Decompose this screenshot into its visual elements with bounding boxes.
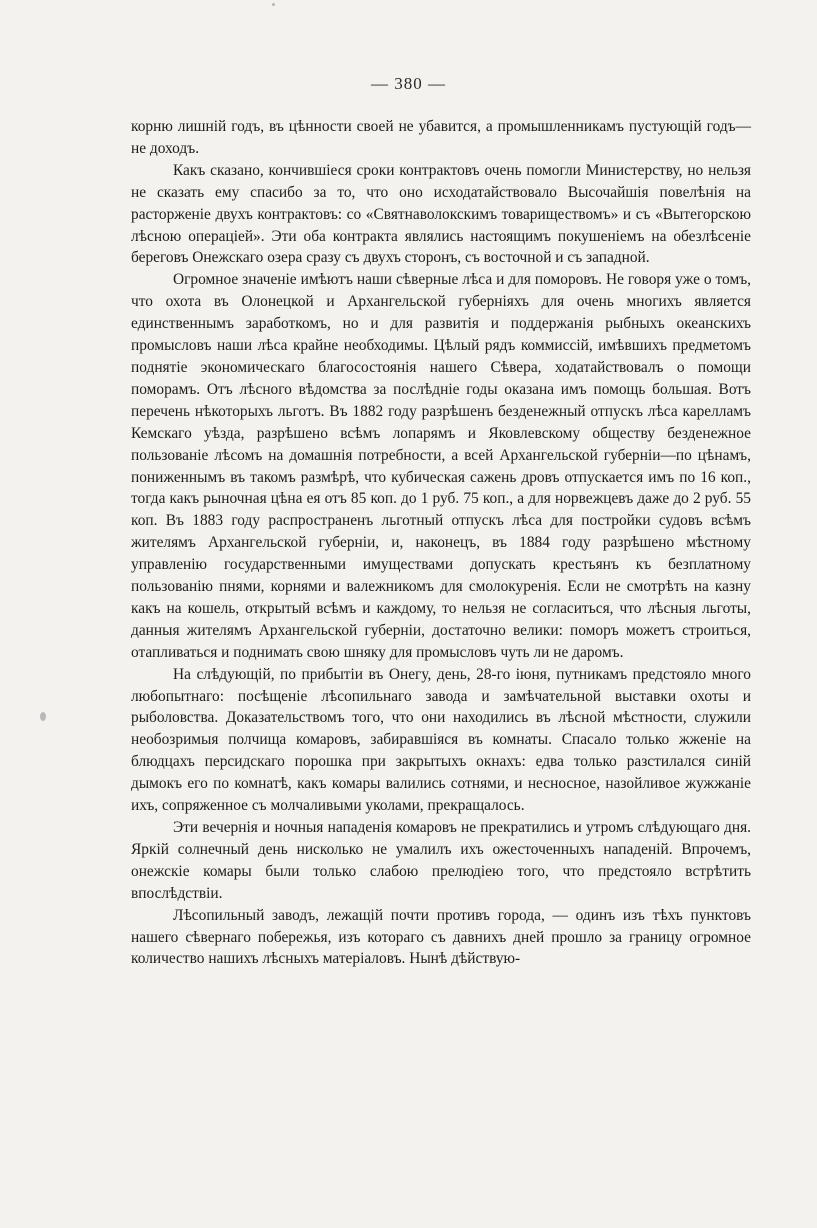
paragraph-arrival-onega: На слѣдующій, по прибытіи въ Онегу, день, 28-го іюня, путникамъ предстояло много любопытнаго: посѣщеніе лѣсопильнаго завода и замѣчательной выставки охоты и рыболовства. Доказательствомъ того, что они находились въ лѣсной мѣстности, служили необозримыя полчища комаровъ, забиравшіяся въ комнаты. Спасало только жженіе на блюдцахъ персидскаго порошка при закрытыхъ окнахъ: едва только разстилался синій дымокъ его по комнатѣ, какъ комары валились сотнями, и несносное, назойливое жужжаніе ихъ, сопряженное съ молчаливыми уколами, прекращалось. bbox=[131, 665, 751, 815]
text-column bbox=[131, 116, 751, 970]
paragraph-contracts: Какъ сказано, кончившіеся сроки контрактовъ очень помогли Министерству, но нельзя не сказать ему спасибо за то, что оно исходатайствовало Высочайшія повелѣнія на расторженіе двухъ контрактовъ: со «Святнаволокскимъ товариществомъ» и съ «Вытегорскою лѣсною операціей». Эти оба контракта являлись настоящимъ покушеніемъ на обезлѣсеніе береговъ Онежскаго озера сразу съ двухъ сторонъ, съ восточной и съ западной. bbox=[131, 161, 751, 267]
paragraph-mosquitoes: Эти вечернія и ночныя нападенія комаровъ не прекратились и утромъ слѣдующаго дня. Яркій солнечный день нисколько не умалилъ ихъ ожесточенныхъ нападеній. Впрочемъ, онежскіе комары были только слабою прелюдіею того, что предстояло встрѣтить впослѣдствіи. bbox=[131, 819, 751, 902]
scan-speck bbox=[272, 3, 275, 6]
paragraph-continuation: корню лишній годъ, въ цѣнности своей не убавится, а промышленникамъ пустующій годъ—не доходъ. bbox=[131, 118, 751, 157]
paragraph-forests-and-pomors: Огромное значеніе имѣютъ наши сѣверные лѣса и для поморовъ. Не говоря уже о томъ, что охота въ Олонецкой и Архангельской губерніяхъ для очень многихъ является единственнымъ заработкомъ, но и для развитія и поддержанія рыбныхъ океанскихъ промысловъ наши лѣса крайне необходимы. Цѣлый рядъ коммиссій, имѣвшихъ предметомъ поднятіе экономическаго благосостоянія нашего Сѣвера, ходатайствовалъ о помощи поморамъ. Отъ лѣсного вѣдомства за послѣдніе годы оказана имъ помощь большая. Вотъ перечень нѣкоторыхъ льготъ. Въ 1882 году разрѣшенъ безденежный отпускъ лѣса карелламъ Кемскаго уѣзда, разрѣшено всѣмъ лопарямъ и Яковлевскому обществу безденежное пользованіе лѣсомъ на домашнія потребности, а всей Архангельской губерніи—по цѣнамъ, пониженнымъ въ такомъ размѣрѣ, что кубическая сажень дровъ отпускается имъ по 16 коп., тогда какъ рыночная цѣна ея отъ 85 коп. до 1 руб. 75 коп., а для норвежцевъ даже до 2 руб. 55 коп. Въ 1883 году распространенъ льготный отпускъ лѣса для постройки судовъ всѣмъ жителямъ Архангельской губерніи, и, наконецъ, въ 1884 году разрѣшено мѣстному управленію государственными имуществами допускать крестьянъ къ безплатному пользованію пнями, корнями и валежникомъ для смолокуренія. Если не смотрѣть на казну какъ на кошель, открытый всѣмъ и каждому, то нельзя не согласиться, что лѣсныя льготы, данныя жителямъ Архангельской губерніи, достаточно велики: поморъ можетъ строиться, отапливаться и поднимать свою шняку для промысловъ чуть ли не даромъ. bbox=[131, 271, 751, 661]
paragraph-sawmill: Лѣсопильный заводъ, лежащій почти противъ города, — одинъ изъ тѣхъ пунктовъ нашего сѣвернаго побережья, изъ котораго съ давнихъ дней прошло за границу огромное количество нашихъ лѣсныхъ матеріаловъ. Нынѣ дѣйствую- bbox=[131, 906, 751, 968]
scan-speck bbox=[40, 712, 46, 721]
page-number: — 380 — bbox=[371, 74, 446, 93]
